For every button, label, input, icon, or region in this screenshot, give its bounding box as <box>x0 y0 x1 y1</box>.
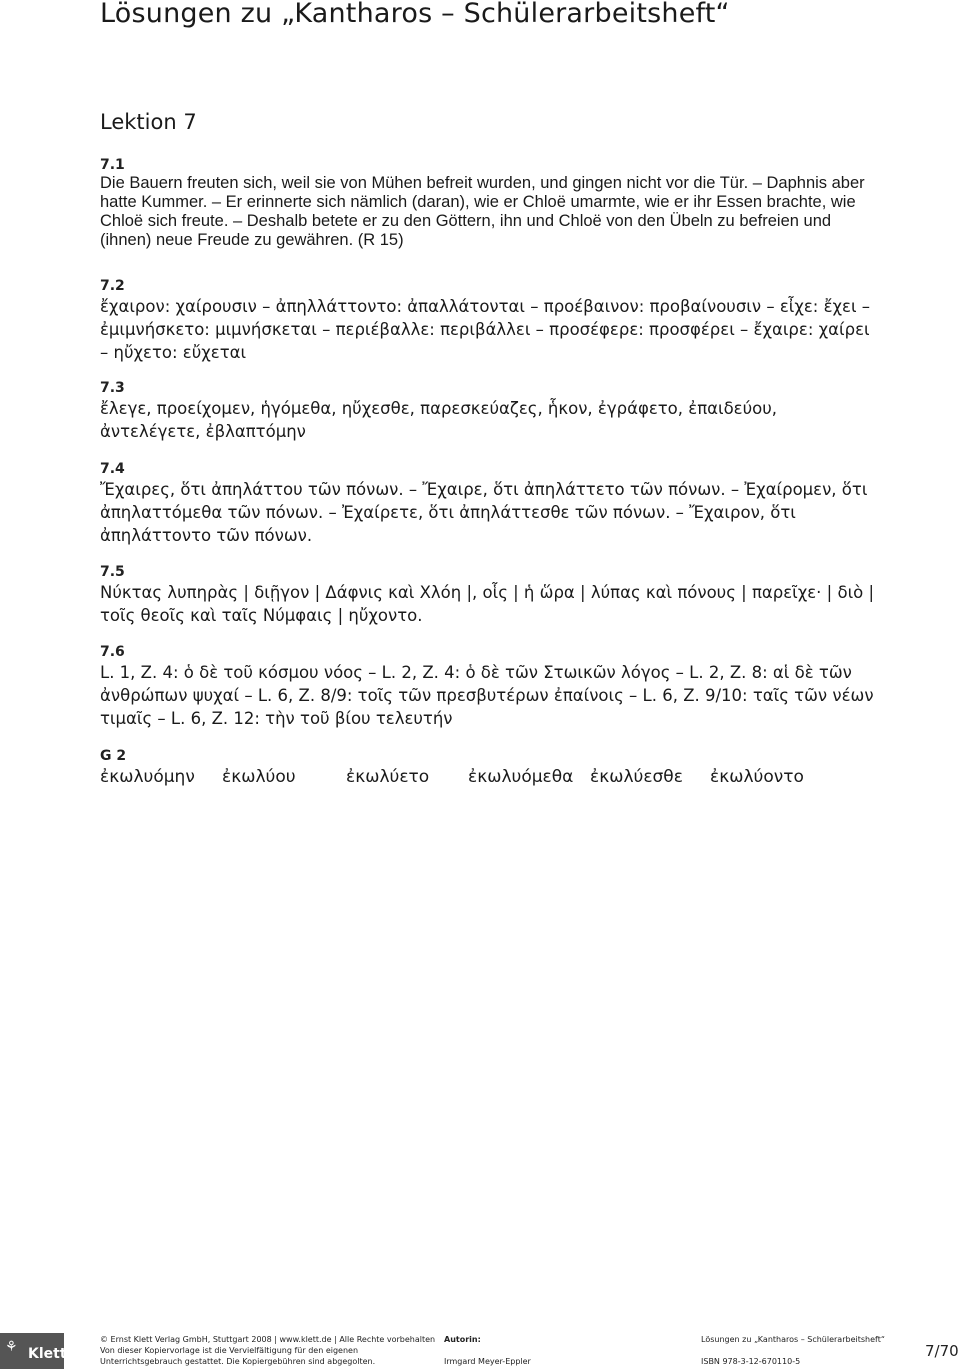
verb-form: ἐκωλύεσθε <box>590 767 683 787</box>
exercise-text: Νύκτας λυπηρὰς | διῇγον | Δάφνις καὶ Χλόη |, οἷς | ἡ ὥρα | λύπας καὶ πόνους | παρεῖχε· | διὸ | τοῖς θεοῖς καὶ ταῖς Νύμφαις | ηὔχοντο. <box>100 583 875 625</box>
author-name: Irmgard Meyer-Eppler <box>444 1357 531 1366</box>
author-label: Autorin: <box>444 1335 481 1344</box>
exercise-7-4 <box>100 460 875 547</box>
exercise-7-5 <box>100 563 875 627</box>
footer-author <box>444 1334 531 1367</box>
copy-notice: Von dieser Kopiervorlage ist die Vervielfältigung für den eigenen <box>100 1346 359 1355</box>
exercise-label: 7.4 <box>100 461 125 477</box>
page-title: Lösungen zu „Kantharos – Schülerarbeitsheft“ <box>100 0 730 29</box>
verb-form: ἐκωλύοντο <box>710 767 804 787</box>
exercise-7-3 <box>100 379 875 443</box>
exercise-label: G 2 <box>100 748 127 764</box>
exercise-7-6 <box>100 643 875 730</box>
verb-form: ἐκωλυόμεθα <box>468 767 574 787</box>
exercise-label: 7.6 <box>100 644 125 660</box>
logo-text: Klett <box>28 1346 67 1362</box>
exercise-text: ἔχαιρον: χαίρουσιν – ἀπηλλάττοντο: ἀπαλλάτονται – προέβαινον: προβαίνουσιν – εἶχε: ἔχει – ἐμιμνήσκετο: μιμνήσκεται – περιέβαλλε: περιβάλλει – προσέφερε: προσφέρει – ἔχαιρε: χαίρει – ηὔχετο: εὔχεται <box>100 297 871 362</box>
exercise-label: 7.5 <box>100 564 125 580</box>
page-number: 7/70 <box>925 1342 959 1360</box>
exercise-label: 7.3 <box>100 380 125 396</box>
verb-form: ἐκωλυόμην <box>100 767 195 787</box>
footer-legal <box>100 1334 435 1367</box>
exercise-text: ἔλεγε, προείχομεν, ἡγόμεθα, ηὔχεσθε, παρεσκεύαζες, ἧκον, ἐγράφετο, ἐπαιδεύου, ἀντελέγετε, ἐβλαπτόμην <box>100 399 778 441</box>
exercise-7-1 <box>100 156 875 250</box>
book-title: Lösungen zu „Kantharos – Schülerarbeitsheft“ <box>701 1335 885 1344</box>
page-footer <box>0 1330 960 1369</box>
verb-form: ἐκωλύου <box>222 767 296 787</box>
footer-book <box>701 1334 885 1367</box>
copyright-text: © Ernst Klett Verlag GmbH, Stuttgart 2008 | www.klett.de | Alle Rechte vorbehalten <box>100 1335 436 1344</box>
verb-forms-row <box>100 765 875 789</box>
copy-notice: Unterrichtsgebrauch gestattet. Die Kopiergebühren sind abgegolten. <box>100 1357 376 1366</box>
exercise-text: Die Bauern freuten sich, weil sie von Mühen befreit wurden, und gingen nicht vor die Tür. – Daphnis aber hatte Kummer. – Er erinnerte sich nämlich (daran), wie er Chloë umarmte, wie er ihr Essen brachte, wie Chloë sich freute. – Deshalb betete er zu den Göttern, ihn und Chloë von den Übeln zu befreien und (ihnen) neue Freude zu gewähren. (R 15) <box>100 174 865 249</box>
exercise-g2 <box>100 747 875 789</box>
exercise-label: 7.2 <box>100 278 125 294</box>
isbn: ISBN 978-3-12-670110-5 <box>701 1357 801 1366</box>
verb-form: ἐκωλύετο <box>346 767 430 787</box>
exercise-7-2 <box>100 277 875 364</box>
lesson-title: Lektion 7 <box>100 110 197 134</box>
exercise-label: 7.1 <box>100 157 125 173</box>
exercise-text: Ἔχαιρες, ὅτι ἀπηλάττου τῶν πόνων. – Ἔχαιρε, ὅτι ἀπηλάττετο τῶν πόνων. – Ἐχαίρομεν, ὅτι ἀπηλαττόμεθα τῶν πόνων. – Ἐχαίρετε, ὅτι ἀπηλάττεσθε τῶν πόνων. – Ἔχαιρον, ὅτι ἀπηλάττοντο τῶν πόνων. <box>100 480 868 545</box>
exercise-text: L. 1, Z. 4: ὁ δὲ τοῦ κόσμου νόος – L. 2, Z. 4: ὁ δὲ τῶν Στωικῶν λόγος – L. 2, Z. 8: αἱ δὲ τῶν ἀνθρώπων ψυχαί – L. 6, Z. 8/9: τοῖς τῶν πρεσβυτέρων ἐπαίνοις – L. 6, Z. 9/10: ταῖς τῶν νέων τιμαῖς – L. 6, Z. 12: τὴν τοῦ βίου τελευτήν <box>100 663 874 728</box>
klett-logo <box>0 1333 67 1369</box>
klett-logo-icon: ⚘ <box>5 1339 18 1355</box>
